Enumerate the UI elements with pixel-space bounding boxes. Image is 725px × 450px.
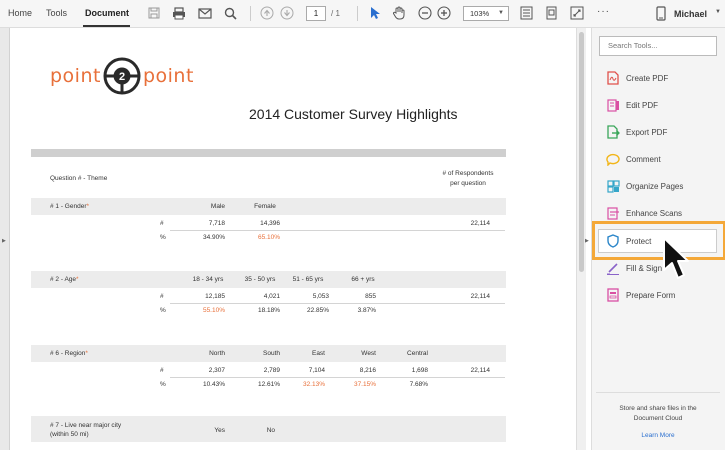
document-cloud-promo bbox=[596, 404, 720, 424]
q1-col-male: Male bbox=[210, 203, 225, 210]
q6-count-central: 1,698 bbox=[411, 367, 428, 374]
q6-pct-west: 37.15% bbox=[353, 381, 376, 388]
pdf-page bbox=[10, 28, 576, 450]
tool-label: Edit PDF bbox=[626, 100, 659, 110]
zoom-in-icon[interactable] bbox=[436, 4, 452, 22]
mail-icon[interactable] bbox=[197, 4, 213, 22]
q2-col-1: 18 - 34 yrs bbox=[192, 276, 224, 283]
more-options-icon[interactable]: ··· bbox=[597, 6, 610, 17]
q1-pct-female: 65.10% bbox=[257, 234, 280, 241]
logo-text-right: point bbox=[142, 65, 194, 87]
q1-count-female: 14,396 bbox=[260, 220, 280, 227]
learn-more-link[interactable]: Learn More bbox=[641, 432, 675, 439]
q2-count-2: 4,021 bbox=[263, 293, 280, 300]
q6-pct-label: % bbox=[160, 381, 166, 388]
tool-create-pdf[interactable] bbox=[598, 66, 716, 90]
select-cursor-icon[interactable] bbox=[367, 4, 383, 22]
expand-left-panel-icon[interactable]: ▶ bbox=[2, 238, 6, 244]
tool-label: Protect bbox=[626, 236, 652, 246]
q7-label-line1: # 7 - Live near major city bbox=[50, 422, 122, 429]
tool-export-pdf[interactable] bbox=[598, 120, 716, 144]
tool-label: Create PDF bbox=[626, 73, 669, 83]
q6-pct-east: 32.13% bbox=[302, 381, 325, 388]
tab-home[interactable]: Home bbox=[8, 8, 33, 18]
steering-wheel-logo-icon bbox=[103, 57, 141, 95]
q2-col-3: 51 - 65 yrs bbox=[292, 276, 324, 283]
document-title: 2014 Customer Survey Highlights bbox=[249, 106, 458, 122]
tool-label: Enhance Scans bbox=[626, 208, 683, 218]
search-tools-input[interactable]: Search Tools... bbox=[599, 36, 717, 56]
logo-text-left: point bbox=[50, 65, 101, 87]
scrollbar-thumb[interactable] bbox=[579, 32, 584, 272]
chevron-down-icon[interactable]: ▼ bbox=[715, 9, 721, 15]
hand-tool-icon[interactable] bbox=[391, 4, 407, 22]
logo-mark-text: 2 bbox=[118, 71, 126, 83]
q6-pct-central: 7.68% bbox=[409, 381, 428, 388]
tool-protect[interactable] bbox=[598, 229, 716, 253]
q7-col-no: No bbox=[266, 427, 275, 434]
tab-tools[interactable]: Tools bbox=[46, 8, 68, 18]
header-respondents-2: per question bbox=[450, 180, 486, 187]
search-icon[interactable] bbox=[222, 4, 238, 22]
tool-prepare-form[interactable] bbox=[598, 283, 716, 307]
mobile-device-icon[interactable] bbox=[654, 4, 668, 22]
q6-label: # 6 - Region* bbox=[50, 350, 88, 357]
q2-count-3: 5,053 bbox=[312, 293, 329, 300]
tool-organize-pages[interactable] bbox=[598, 174, 716, 198]
q2-count-1: 12,185 bbox=[205, 293, 225, 300]
cloud-promo-line2: Document Cloud bbox=[633, 415, 683, 422]
q6-count-south: 2,789 bbox=[263, 367, 280, 374]
q2-count-label: # bbox=[160, 293, 164, 300]
collapse-right-pane-icon[interactable]: ▶ bbox=[585, 238, 589, 244]
q6-count-north: 2,307 bbox=[208, 367, 225, 374]
tool-comment[interactable] bbox=[598, 147, 716, 171]
pane-divider bbox=[596, 392, 720, 393]
tool-label: Comment bbox=[626, 154, 661, 164]
q1-count-label: # bbox=[160, 220, 164, 227]
tool-label: Organize Pages bbox=[626, 181, 684, 191]
toolbar-separator bbox=[357, 6, 358, 21]
q6-total: 22,114 bbox=[470, 367, 490, 374]
previous-page-icon[interactable] bbox=[259, 4, 275, 22]
edit-pdf-icon bbox=[606, 98, 620, 112]
active-tab-indicator bbox=[83, 25, 130, 27]
enhance-scans-icon bbox=[606, 206, 620, 220]
q6-col-west: West bbox=[361, 350, 376, 357]
page-total: / 1 bbox=[331, 9, 340, 18]
row-rule bbox=[170, 230, 505, 231]
q2-pct-label: % bbox=[160, 307, 166, 314]
q6-col-south: South bbox=[263, 350, 280, 357]
export-pdf-icon bbox=[606, 125, 620, 139]
q6-pct-south: 12.61% bbox=[257, 381, 280, 388]
tool-enhance-scans[interactable] bbox=[598, 201, 716, 225]
q6-col-east: East bbox=[311, 350, 325, 357]
q2-pct-4: 3.87% bbox=[357, 307, 376, 314]
header-question-theme: Question # - Theme bbox=[50, 175, 108, 182]
q6-count-east: 7,104 bbox=[308, 367, 325, 374]
page-display-icon[interactable] bbox=[518, 4, 534, 22]
toolbar-separator bbox=[250, 6, 251, 21]
q1-label: # 1 - Gender* bbox=[50, 203, 90, 210]
shield-icon bbox=[606, 234, 620, 248]
tool-label: Prepare Form bbox=[626, 290, 676, 300]
rotate-view-icon[interactable] bbox=[543, 4, 559, 22]
row-rule bbox=[170, 303, 505, 304]
point2point-logo bbox=[50, 57, 194, 95]
q6-count-label: # bbox=[160, 367, 164, 374]
q6-col-central: Central bbox=[407, 350, 428, 357]
zoom-select[interactable] bbox=[463, 6, 509, 21]
organize-pages-icon bbox=[606, 179, 620, 193]
row-rule bbox=[170, 377, 505, 378]
q2-label: # 2 - Age* bbox=[50, 276, 79, 283]
title-divider-bar bbox=[31, 149, 506, 157]
header-respondents-1: # of Respondents bbox=[442, 170, 494, 177]
create-pdf-icon bbox=[606, 71, 620, 85]
zoom-value: 103% bbox=[470, 9, 490, 18]
q2-col-2: 35 - 50 yrs bbox=[244, 276, 276, 283]
save-icon[interactable] bbox=[146, 4, 162, 22]
q1-total: 22,114 bbox=[470, 220, 490, 227]
q6-col-north: North bbox=[209, 350, 225, 357]
zoom-out-icon[interactable] bbox=[417, 4, 433, 22]
q1-pct-male: 34.90% bbox=[202, 234, 225, 241]
tool-label: Fill & Sign bbox=[626, 263, 663, 273]
page-number-input[interactable]: 1 bbox=[306, 6, 326, 21]
print-icon[interactable] bbox=[171, 4, 187, 22]
mouse-pointer-icon bbox=[662, 236, 690, 282]
top-toolbar bbox=[0, 0, 725, 28]
tool-edit-pdf[interactable] bbox=[598, 93, 716, 117]
prepare-form-icon bbox=[606, 288, 620, 302]
tool-fill-sign[interactable] bbox=[598, 256, 716, 280]
q6-count-west: 8,216 bbox=[359, 367, 376, 374]
tool-label: Export PDF bbox=[626, 127, 668, 137]
q6-pct-north: 10.43% bbox=[202, 381, 225, 388]
q1-pct-label: % bbox=[160, 234, 166, 241]
q2-pct-3: 22.85% bbox=[306, 307, 329, 314]
chevron-down-icon: ▼ bbox=[498, 10, 504, 16]
q2-total: 22,114 bbox=[470, 293, 490, 300]
q2-pct-1: 55.10% bbox=[202, 307, 225, 314]
user-name[interactable]: Michael bbox=[674, 9, 708, 19]
document-view[interactable] bbox=[10, 28, 576, 450]
cloud-promo-line1: Store and share files in the bbox=[619, 405, 697, 412]
q2-col-4: 66 + yrs bbox=[351, 276, 375, 283]
q2-pct-2: 18.18% bbox=[257, 307, 280, 314]
q1-count-male: 7,718 bbox=[208, 220, 225, 227]
next-page-icon[interactable] bbox=[279, 4, 295, 22]
q1-col-female: Female bbox=[254, 203, 276, 210]
q7-label-line2: (within 50 mi) bbox=[50, 431, 89, 438]
tab-document[interactable]: Document bbox=[85, 8, 130, 18]
q7-col-yes: Yes bbox=[214, 427, 225, 434]
full-screen-icon[interactable] bbox=[569, 4, 585, 22]
comment-icon bbox=[606, 152, 620, 166]
q2-count-4: 855 bbox=[365, 293, 376, 300]
left-panel-collapsed[interactable] bbox=[0, 28, 10, 450]
fill-sign-icon bbox=[606, 261, 620, 275]
